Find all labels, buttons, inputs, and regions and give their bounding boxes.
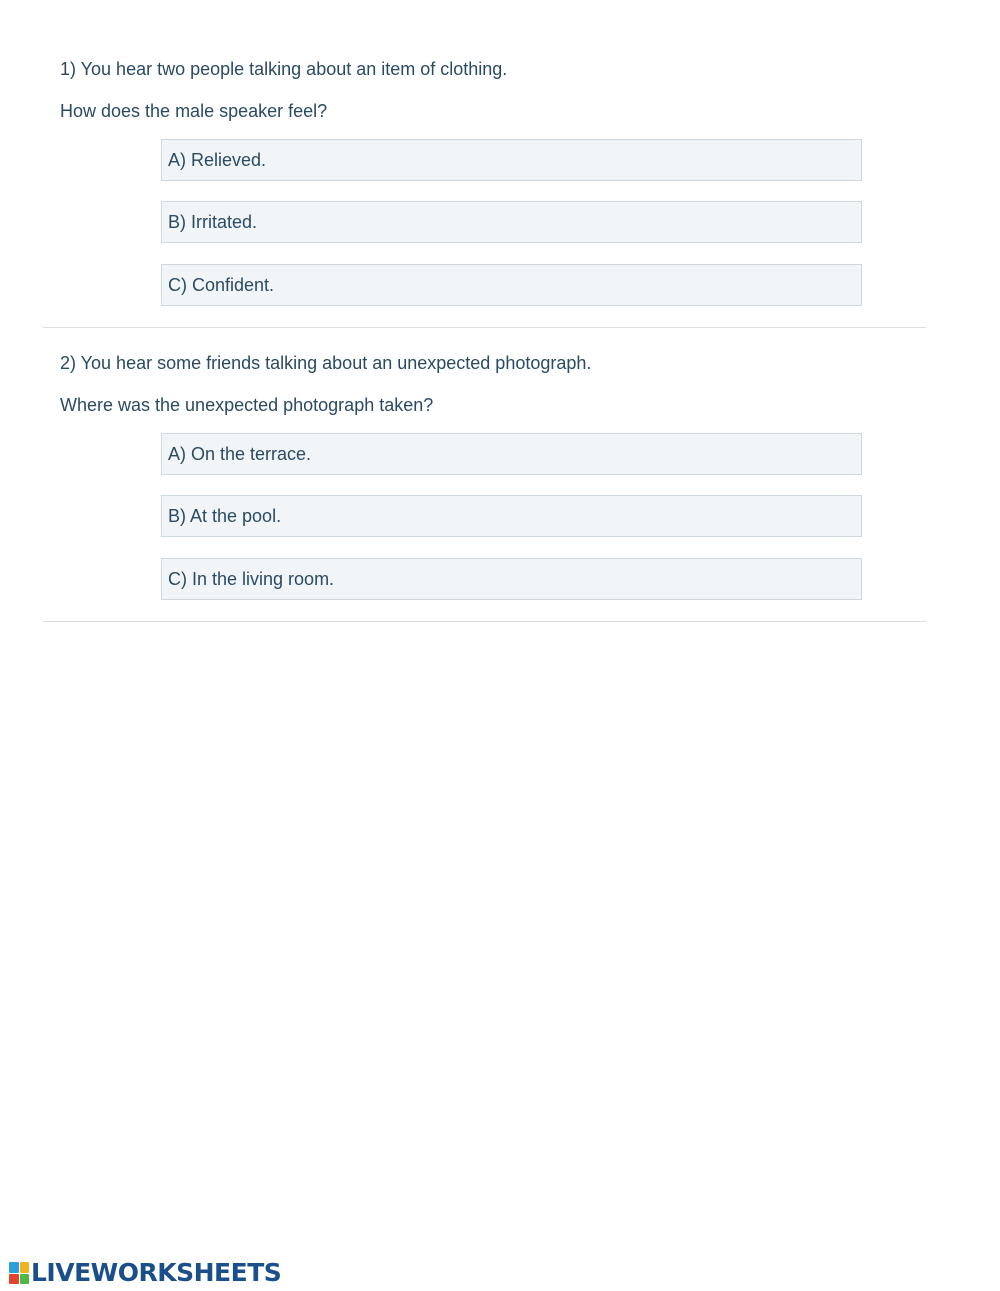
answer-option-label: C) Confident. <box>168 275 275 295</box>
liveworksheets-logo <box>9 1259 281 1287</box>
question-2 <box>43 346 926 622</box>
answer-option-label: B) Irritated. <box>168 212 258 232</box>
answer-option-c[interactable] <box>161 558 862 600</box>
answer-option-label: B) At the pool. <box>168 506 282 526</box>
question-1 <box>43 52 926 328</box>
answer-option-label: A) On the terrace. <box>168 444 312 464</box>
answer-option-a[interactable] <box>161 139 862 181</box>
question-prompt: 1) You hear two people talking about an item of clothing. <box>60 59 508 79</box>
logo-text: LIVEWORKSHEETS <box>31 1258 282 1287</box>
question-prompt: 2) You hear some friends talking about an unexpected photograph. <box>60 353 592 373</box>
answer-option-label: C) In the living room. <box>168 569 335 589</box>
liveworksheets-logo-icon <box>9 1262 29 1284</box>
question-text: Where was the unexpected photograph taken? <box>60 395 434 415</box>
answer-option-b[interactable] <box>161 495 862 537</box>
answer-option-c[interactable] <box>161 264 862 306</box>
answer-option-label: A) Relieved. <box>168 150 267 170</box>
answer-option-b[interactable] <box>161 201 862 243</box>
answer-option-a[interactable] <box>161 433 862 475</box>
question-text: How does the male speaker feel? <box>60 101 328 121</box>
